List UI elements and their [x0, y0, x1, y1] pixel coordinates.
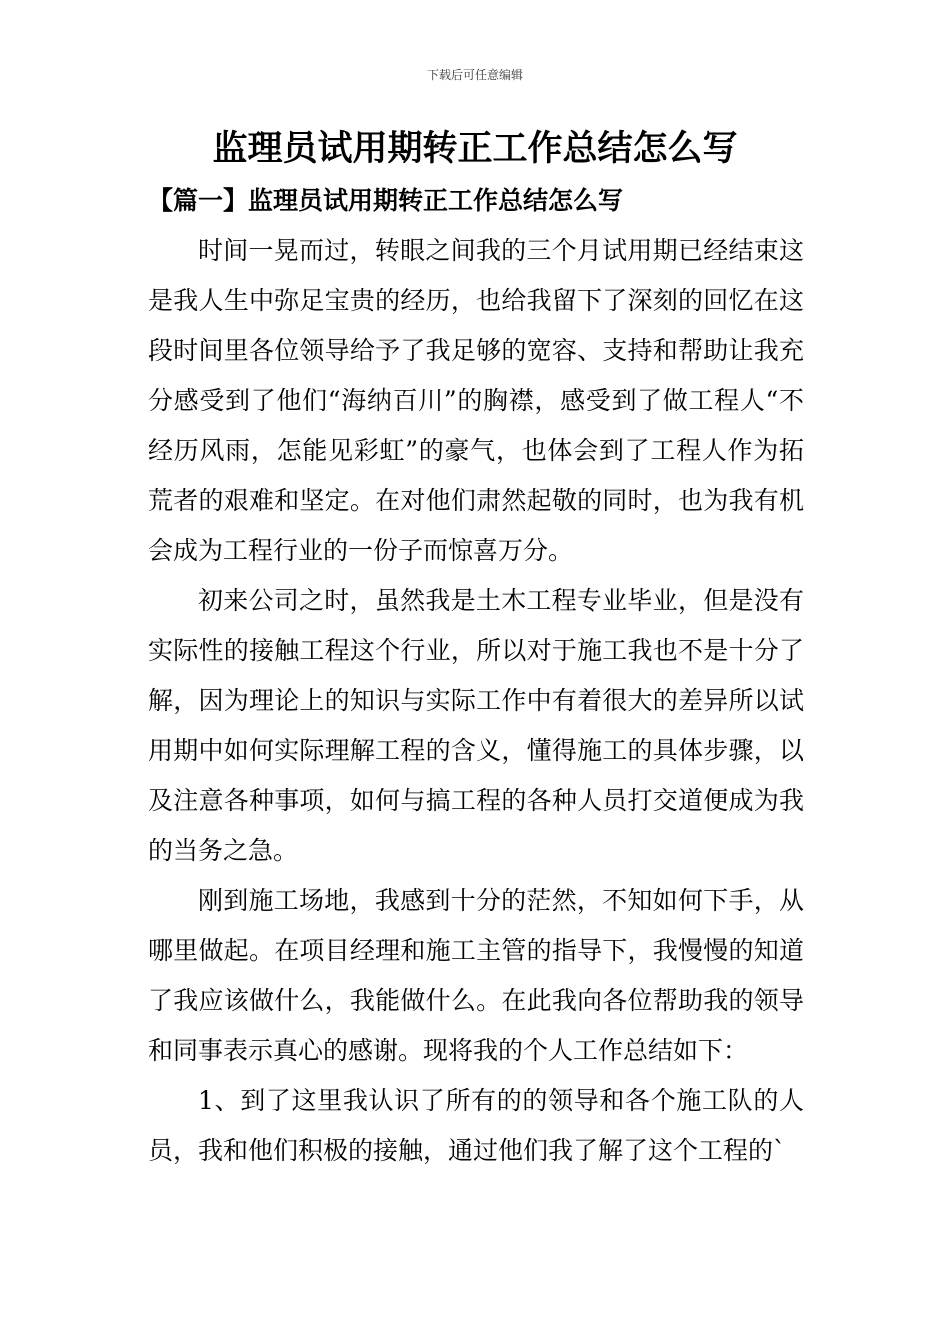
document-title: 监理员试用期转正工作总结怎么写 [212, 128, 738, 169]
header-note: 下载后可任意编辑 [426, 68, 523, 82]
section-heading: 【篇一】监理员试用期转正工作总结怎么写 [148, 186, 624, 215]
paragraph-3: 刚到施工场地，我感到十分的茫然，不知如何下手，从哪里做起。在项目经理和施工主管的指导下，我慢慢的知道了我应该做什么，我能做什么。在此我向各位帮助我的领导和同事表示真心的感谢。现将我的个人工作总结如下： [148, 886, 804, 1065]
paragraph-2: 初来公司之时，虽然我是土木工程专业毕业，但是没有实际性的接触工程这个行业，所以对于施工我也不是十分了解，因为理论上的知识与实际工作中有着很大的差异所以试用期中如何实际理解工程的含义，懂得施工的具体步骤，以及注意各种事项，如何与搞工程的各种人员打交道便成为我的当务之急。 [148, 586, 804, 865]
paragraph-1: 时间一晃而过，转眼之间我的三个月试用期已经结束这是我人生中弥足宝贵的经历，也给我留下了深刻的回忆在这段时间里各位领导给予了我足够的宽容、支持和帮助让我充分感受到了他们“海纳百川”的胸襟，感受到了做工程人“不经历风雨，怎能见彩虹”的豪气，也体会到了工程人作为拓荒者的艰难和坚定。在对他们肃然起敬的同时，也为我有机会成为工程行业的一份子而惊喜万分。 [148, 236, 804, 565]
paragraph-4: 1、到了这里我认识了所有的的领导和各个施工队的人员，我和他们积极的接触，通过他们我了解了这个工程的` [148, 1086, 804, 1165]
document-body [148, 226, 804, 1176]
